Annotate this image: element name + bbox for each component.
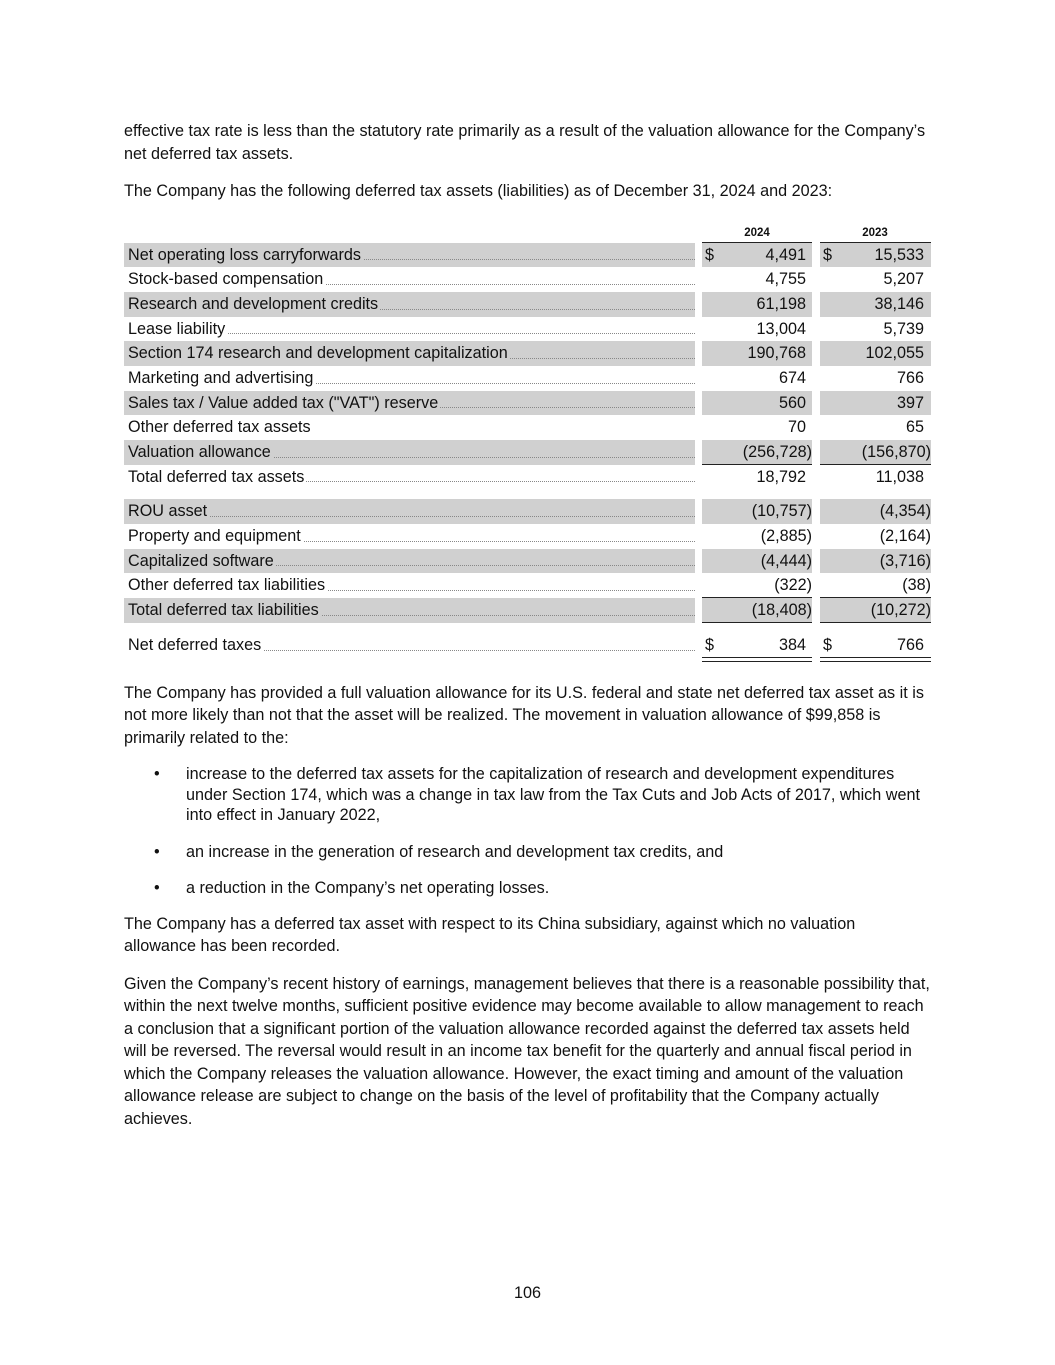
row-label: Other deferred tax liabilities [128, 576, 326, 595]
value-2023: (4,354) [879, 502, 931, 521]
table-row-total-liabilities [124, 598, 931, 623]
row-label: Research and development credits [128, 294, 379, 313]
value-2023: 5,207 [883, 270, 924, 289]
table-row [124, 366, 931, 391]
deferred-tax-table [124, 223, 931, 658]
value-2023: (38) [902, 576, 931, 595]
value-2023: (2,164) [879, 527, 931, 546]
row-label: ROU asset [128, 502, 208, 521]
value-2024: 4,491 [765, 245, 806, 264]
reversal-paragraph: Given the Company’s recent history of earnings, management believes that there is a reasonable possibility that, within the next twelve months, sufficient positive evidence may become available to allow management to reach a conclusion that a significant portion of the valuation allowance recorded against the deferred tax assets held will be reversed. The reversal would result in an income tax benefit for the quarterly and annual fiscal period in which the Company releases the valuation allowance. However, the exact timing and amount of the valuation allowance release are subject to change on the basis of the level of profitability that the Company actually achieves. [124, 974, 930, 1128]
value-2024: (322) [774, 576, 812, 595]
row-label: Total deferred tax assets [128, 467, 305, 486]
column-header-2024: 2024 [744, 226, 770, 239]
row-label: Net deferred taxes [128, 635, 262, 654]
table-row [124, 573, 931, 598]
table-row [124, 341, 931, 366]
value-2023: 766 [896, 635, 924, 654]
row-label: Property and equipment [128, 527, 301, 546]
value-2023: 397 [896, 393, 924, 412]
value-2023: 11,038 [875, 467, 924, 486]
row-label: Marketing and advertising [128, 368, 314, 387]
table-row [124, 415, 931, 440]
currency-symbol: $ [705, 635, 715, 654]
value-2024: 4,755 [765, 270, 806, 289]
value-2023: 65 [905, 418, 924, 437]
value-2024: (4,444) [760, 551, 812, 570]
table-row [124, 391, 931, 416]
bullet-glyph: • [154, 879, 160, 897]
table-row [124, 549, 931, 574]
value-2023: 38,146 [874, 294, 924, 313]
value-2024: 18,792 [756, 467, 806, 486]
currency-symbol: $ [823, 635, 833, 654]
row-label: Lease liability [128, 319, 226, 338]
value-2024: 560 [778, 393, 806, 412]
value-2024: 384 [778, 635, 806, 654]
table-row-net [124, 633, 931, 658]
value-2024: 13,004 [756, 319, 806, 338]
intro-paragraph: effective tax rate is less than the statutory rate primarily as a result of the valuation allowance for the Company’s net deferred tax assets. [124, 122, 926, 163]
list-item: • an increase in the generation of research and development tax credits, and [154, 842, 724, 861]
value-2024: (256,728) [742, 443, 812, 461]
value-2023: 766 [896, 368, 924, 387]
value-2023: 102,055 [865, 344, 924, 363]
row-label: Other deferred tax assets [128, 418, 311, 437]
row-label: Net operating loss carryforwards [128, 245, 362, 264]
bullet-list [124, 764, 931, 899]
bullet-glyph: • [154, 842, 160, 861]
row-label: Valuation allowance [128, 443, 271, 461]
row-label: Stock-based compensation [128, 270, 324, 289]
value-2024: (10,757) [751, 502, 812, 521]
table-row [124, 267, 931, 292]
china-paragraph: The Company has a deferred tax asset with respect to its China subsidiary, against which no valuation allowance has been recorded. [124, 914, 856, 955]
table-row [124, 440, 931, 465]
table-row [124, 243, 931, 268]
value-2023: 15,533 [874, 245, 924, 264]
currency-symbol: $ [823, 243, 832, 268]
currency-symbol: $ [705, 243, 714, 268]
value-2024: 61,198 [756, 294, 806, 313]
value-2023: (3,716) [879, 551, 931, 570]
table-row [124, 317, 931, 342]
column-header-2023: 2023 [862, 226, 888, 239]
value-2024: (2,885) [760, 527, 812, 546]
table-header [124, 223, 931, 243]
table-row [124, 524, 931, 549]
table-lead-paragraph: The Company has the following deferred tax assets (liabilities) as of December 31, 2024 and 2023: [124, 182, 833, 200]
value-2023: (10,272) [870, 601, 931, 620]
bullet-glyph: • [154, 765, 160, 783]
row-label: Section 174 research and development capitalization [128, 344, 508, 363]
valuation-paragraph: The Company has provided a full valuation allowance for its U.S. federal and state net deferred tax asset as it is not more likely than not that the asset will be realized. The movement in valuation allowance of $99,858 is primarily related to the: [124, 683, 924, 747]
row-label: Sales tax / Value added tax ("VAT") reserve [128, 393, 439, 412]
table-row [124, 292, 931, 317]
value-2023: 5,739 [883, 319, 924, 338]
page-number: 106 [513, 1284, 541, 1302]
list-item: • increase to the deferred tax assets for the capitalization of research and development expenditures under Section 174, which was a change in tax law from the Tax Cuts and Job Acts of 2017, which went into effect in January 2022, [154, 765, 920, 824]
list-item: • a reduction in the Company’s net operating losses. [154, 879, 550, 897]
page-content [124, 120, 931, 1130]
row-label: Total deferred tax liabilities [128, 601, 319, 620]
row-label: Capitalized software [128, 551, 274, 570]
value-2024: (18,408) [751, 601, 812, 620]
value-2023: (156,870) [861, 443, 931, 461]
value-2024: 674 [778, 368, 806, 387]
table-row [124, 499, 931, 524]
table-row-total-assets [124, 465, 931, 490]
value-2024: 70 [787, 418, 806, 437]
value-2024: 190,768 [747, 344, 806, 363]
